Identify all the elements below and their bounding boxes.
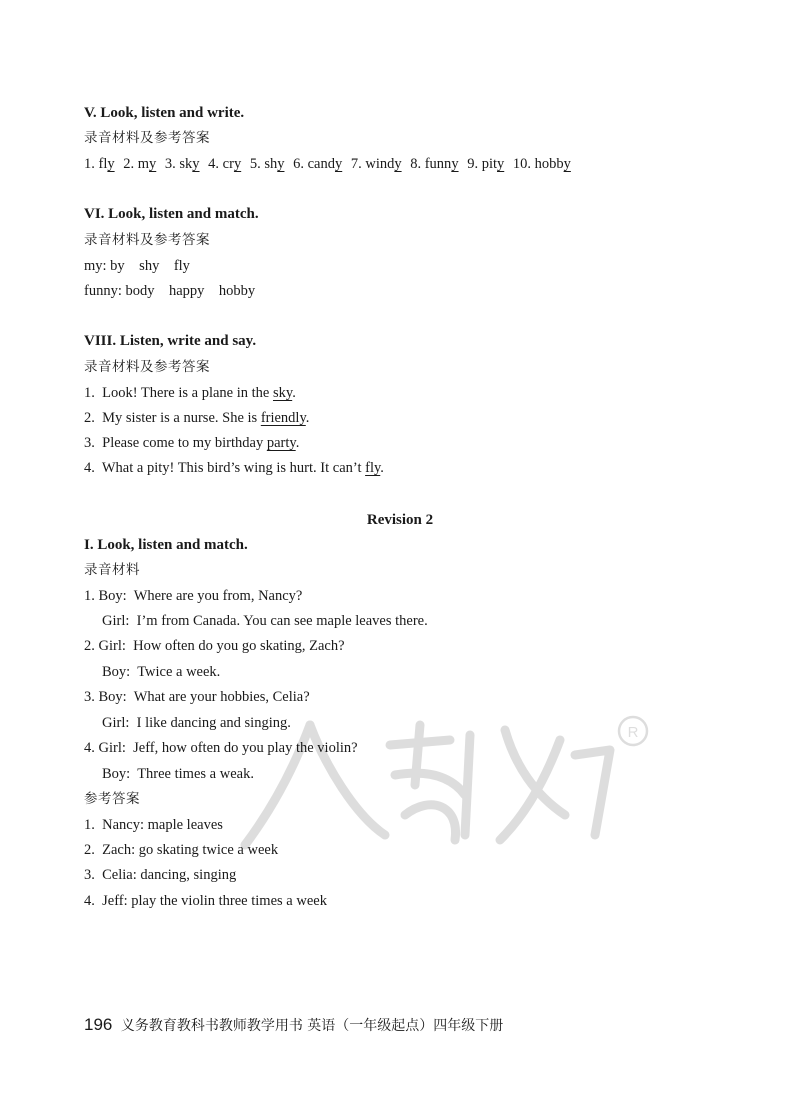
dialogue-line: Girl: I’m from Canada. You can see maple leaves there. <box>102 613 428 629</box>
revision-section-heading: I. Look, listen and match. <box>84 537 248 553</box>
answer-item: 3. sky <box>164 156 200 172</box>
answers-subheading: 参考答案 <box>84 791 140 807</box>
answer-item: 4. cry <box>208 156 242 172</box>
dialogue-line: Girl: I like dancing and singing. <box>102 715 291 731</box>
page-number: 196 <box>84 1015 113 1034</box>
section-v-answers <box>84 155 571 173</box>
section-vi-heading: VI. Look, listen and match. <box>84 206 259 222</box>
answer-item: 1. fly <box>84 156 115 172</box>
dialogue-line: 2. Girl: How often do you go skating, Zach? <box>84 638 345 654</box>
dialogue-line: 3. Boy: What are your hobbies, Celia? <box>84 689 310 705</box>
dialogue-line: 1. Boy: Where are you from, Nancy? <box>84 588 303 604</box>
answer-item: 10. hobby <box>512 156 571 172</box>
book-title: 义务教育教科书教师教学用书 英语（一年级起点）四年级下册 <box>120 1018 504 1034</box>
section-v-subheading: 录音材料及参考答案 <box>84 130 210 146</box>
sentence-item: 2. My sister is a nurse. She is friendly. <box>84 410 310 426</box>
answer-line: 1. Nancy: maple leaves <box>84 817 223 833</box>
answer-item: 2. my <box>123 156 157 172</box>
page-footer <box>84 1015 503 1035</box>
revision-title: Revision 2 <box>366 512 434 528</box>
answer-line: 2. Zach: go skating twice a week <box>84 842 279 858</box>
answer-item: 5. shy <box>249 156 285 172</box>
answer-item: 6. candy <box>293 156 343 172</box>
answer-item: 7. windy <box>350 156 402 172</box>
sentence-item: 3. Please come to my birthday party. <box>84 435 300 451</box>
answer-item: 9. pity <box>467 156 505 172</box>
answer-word: party <box>266 435 296 451</box>
dialogue-line: Boy: Three times a weak. <box>102 766 254 782</box>
answer-word: fly <box>365 460 381 476</box>
match-line: funny: body happy hobby <box>84 283 256 299</box>
dialogue-line: 4. Girl: Jeff, how often do you play the violin? <box>84 740 358 756</box>
answer-word: friendly <box>260 410 306 426</box>
answer-line: 4. Jeff: play the violin three times a week <box>84 893 327 909</box>
answer-item: 8. funny <box>410 156 459 172</box>
section-viii-subheading: 录音材料及参考答案 <box>84 359 210 375</box>
section-v-heading: V. Look, listen and write. <box>84 105 245 121</box>
dialogue-line: Boy: Twice a week. <box>102 664 221 680</box>
sentence-item: 1. Look! There is a plane in the sky. <box>84 385 296 401</box>
sentence-item: 4. What a pity! This bird’s wing is hurt. It can’t fly. <box>84 460 384 476</box>
section-viii-heading: VIII. Listen, write and say. <box>84 333 257 349</box>
svg-text:R: R <box>627 724 639 741</box>
section-vi-subheading: 录音材料及参考答案 <box>84 232 210 248</box>
answer-word: sky <box>272 385 293 401</box>
answer-line: 3. Celia: dancing, singing <box>84 867 237 883</box>
transcript-subheading: 录音材料 <box>84 562 140 578</box>
match-line: my: by shy fly <box>84 258 190 274</box>
